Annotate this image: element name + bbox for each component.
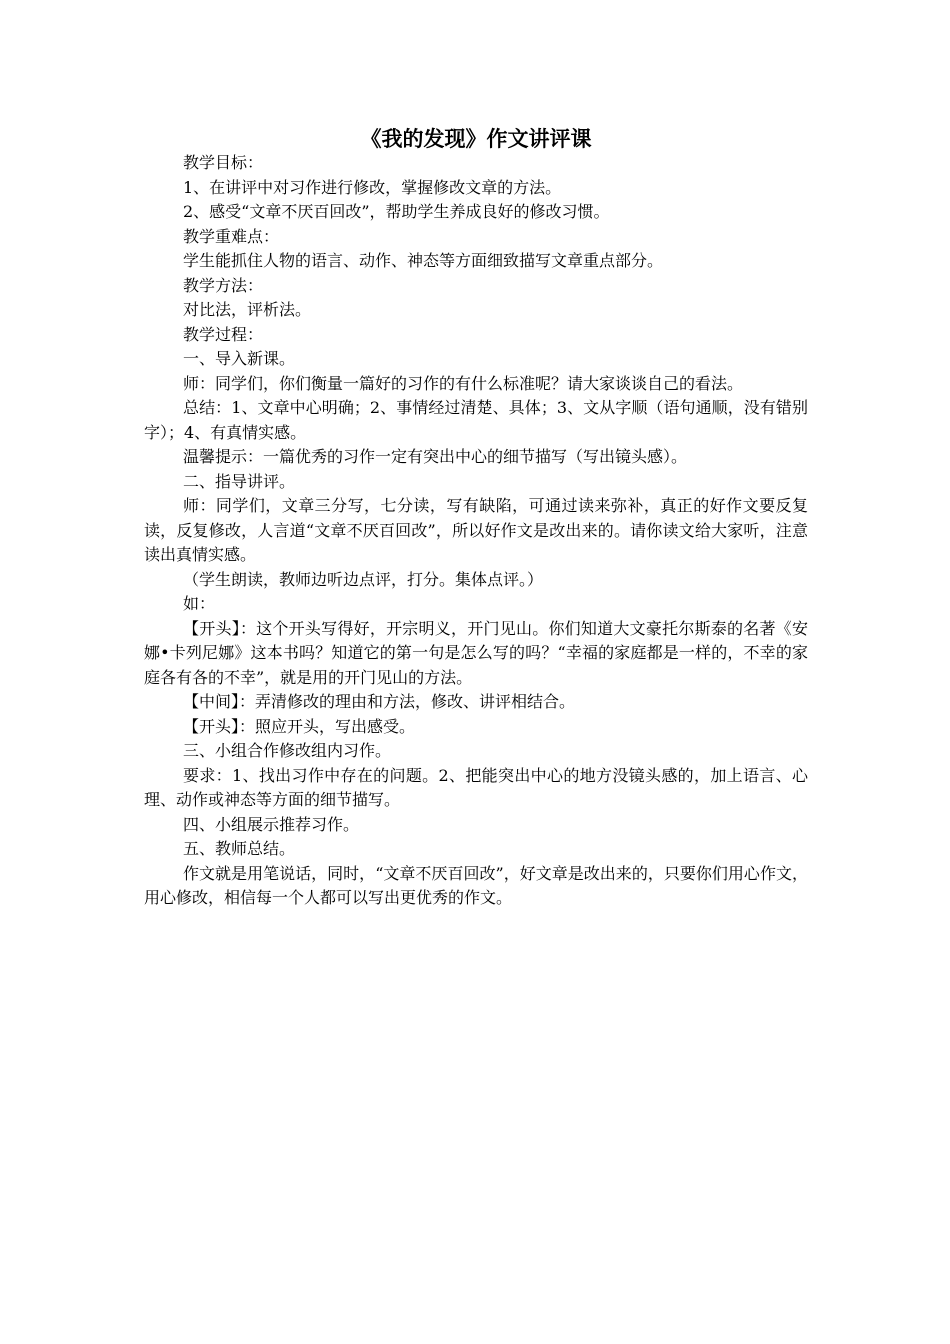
paragraph-requirements: 要求：1、找出习作中存在的问题。2、把能突出中心的地方没镜头感的，加上语言、心理、动作或神态等方面的细节描写。 — [144, 765, 808, 809]
paragraph-summary: 总结：1、文章中心明确；2、事情经过清楚、具体；3、文从字顺（语句通顺，没有错别字）；4、有真情实感。 — [144, 398, 808, 442]
paragraph-step-1-heading: 一、导入新课。 — [183, 349, 296, 368]
document-title: 《我的发现》作文讲评课 — [360, 126, 592, 151]
paragraph-step-2-heading: 二、指导讲评。 — [183, 471, 296, 491]
paragraph-conclusion: 作文就是用笔说话，同时，“文章不厌百回改”，好文章是改出来的，只要你们用心作文，用心修改，相信每一个人都可以写出更优秀的作文。 — [144, 863, 808, 907]
paragraph-step-3-heading: 三、小组合作修改组内习作。 — [183, 741, 392, 760]
paragraph-objective-1: 1、在讲评中对习作进行修改，掌握修改文章的方法。 — [183, 177, 562, 197]
paragraph-example-label: 如： — [183, 594, 216, 613]
document-body — [144, 124, 808, 911]
paragraph-step-4-heading: 四、小组展示推荐习作。 — [183, 814, 360, 834]
paragraph-key-points: 学生能抓住人物的语言、动作、神态等方面细致描写文章重点部分。 — [183, 251, 664, 270]
paragraph-student-reading: （学生朗读，教师边听边点评，打分。集体点评。） — [183, 569, 544, 589]
paragraph-opening-comment: 【开头】：这个开头写得好，开宗明义，开门见山。你们知道大文豪托尔斯泰的名著《安娜•卡列尼娜》这本书吗？知道它的第一句是怎么写的吗？“幸福的家庭都是一样的，不幸的家庭各有各的不幸”，就是用的开门见山的方法。 — [144, 618, 808, 687]
paragraph-objectives-heading: 教学目标： — [183, 153, 264, 172]
paragraph-methods-heading: 教学方法： — [183, 275, 264, 295]
paragraph-teacher-guidance: 师：同学们，文章三分写，七分读，写有缺陷，可通过读来弥补，真正的好作文要反复读，反复修改，人言道“文章不厌百回改”，所以好作文是改出来的。请你读文给大家听，注意读出真情实感。 — [144, 496, 808, 564]
paragraph-process-heading: 教学过程： — [183, 324, 264, 344]
paragraph-tip: 温馨提示：一篇优秀的习作一定有突出中心的细节描写（写出镜头感）。 — [183, 447, 688, 466]
paragraph-ending-comment: 【开头】：照应开头，写出感受。 — [183, 716, 416, 736]
paragraph-key-points-heading: 教学重难点： — [183, 226, 280, 246]
paragraph-methods: 对比法，评析法。 — [183, 300, 312, 319]
paragraph-middle-comment: 【中间】：弄清修改的理由和方法，修改、讲评相结合。 — [183, 692, 576, 711]
paragraph-teacher-question: 师：同学们，你们衡量一篇好的习作的有什么标准呢？请大家谈谈自己的看法。 — [183, 373, 744, 393]
paragraph-step-5-heading: 五、教师总结。 — [183, 839, 296, 858]
paragraph-objective-2: 2、感受“文章不厌百回改”，帮助学生养成良好的修改习惯。 — [183, 202, 610, 221]
